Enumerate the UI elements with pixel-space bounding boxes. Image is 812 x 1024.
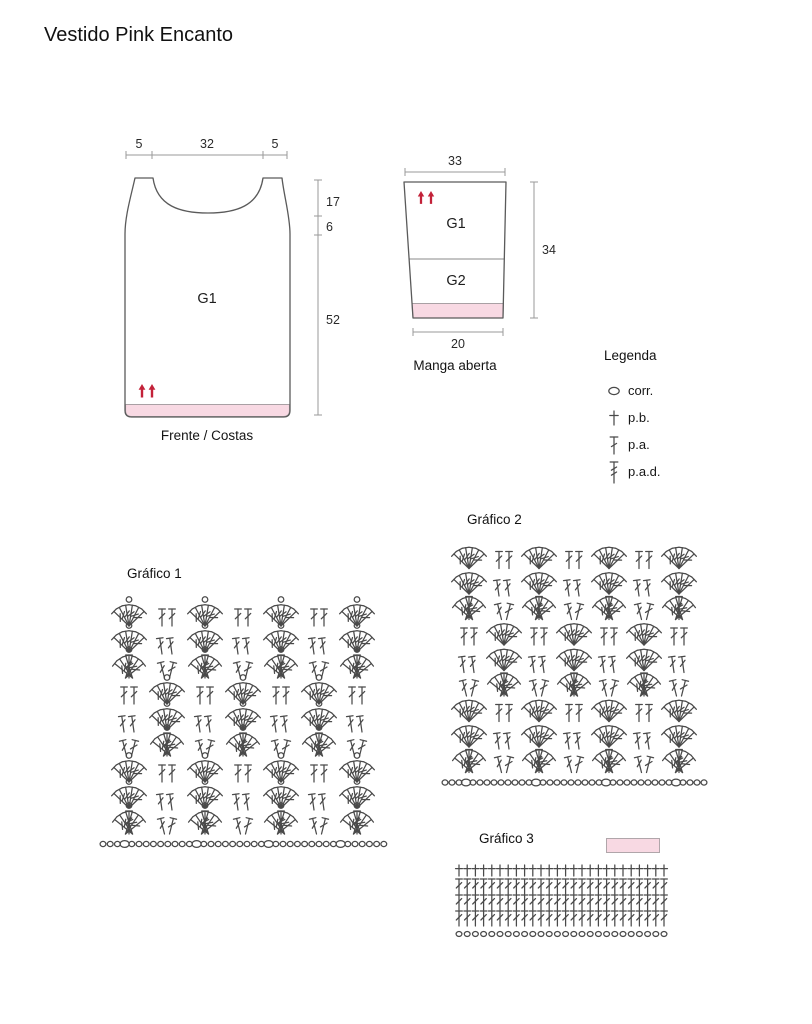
sleeve-side-dimension-line xyxy=(530,182,538,318)
sleeve-schematic xyxy=(390,135,605,385)
sleeve-dim-length: 34 xyxy=(542,243,556,257)
color-swatch xyxy=(606,838,660,853)
sleeve-caption: Manga aberta xyxy=(413,358,497,373)
grafico1-stitch-chart xyxy=(94,592,396,860)
legend-item-single-crochet xyxy=(604,404,724,431)
legend xyxy=(604,348,724,485)
sleeve-direction-arrows-icon xyxy=(418,191,434,204)
legend-item-chain xyxy=(604,377,724,404)
front-dim-neck-depth: 17 xyxy=(326,195,340,209)
legend-item-label: p.a.d. xyxy=(628,464,661,479)
front-back-schematic xyxy=(95,130,355,450)
front-zone-label: G1 xyxy=(197,291,217,307)
sleeve-dim-bottom: 20 xyxy=(451,337,465,351)
sleeve-outline xyxy=(404,182,506,318)
single-crochet-icon xyxy=(604,408,628,428)
front-dim-strap-right: 5 xyxy=(271,137,279,151)
front-dim-armhole: 6 xyxy=(326,220,333,234)
legend-item-label: corr. xyxy=(628,383,654,398)
sleeve-bottom-dimension-line xyxy=(413,328,503,336)
grafico1-title: Gráfico 1 xyxy=(127,566,182,581)
sleeve-dim-top: 33 xyxy=(448,154,462,168)
grafico2-title: Gráfico 2 xyxy=(467,512,522,527)
treble-crochet-icon xyxy=(604,458,628,486)
front-dim-neck-width: 32 xyxy=(200,137,214,151)
legend-item-label: p.a. xyxy=(628,437,650,452)
legend-title: Legenda xyxy=(604,348,657,363)
grafico3-stitch-chart xyxy=(452,862,670,946)
direction-arrows-icon xyxy=(139,384,156,398)
grafico3-title: Gráfico 3 xyxy=(479,831,534,846)
front-dim-strap-left: 5 xyxy=(135,137,143,151)
front-top-dimension-line xyxy=(126,151,287,159)
legend-item-label: p.b. xyxy=(628,410,650,425)
sleeve-zone-label-top: G1 xyxy=(446,216,466,232)
legend-item-treble-crochet xyxy=(604,458,724,485)
front-hem-band xyxy=(126,405,290,417)
front-side-dimension-line xyxy=(314,180,322,415)
grafico2-stitch-chart xyxy=(438,538,710,792)
legend-item-double-crochet xyxy=(604,431,724,458)
double-crochet-icon xyxy=(604,433,628,457)
front-caption: Frente / Costas xyxy=(160,428,254,443)
sleeve-top-dimension-line xyxy=(405,168,505,176)
front-dim-body-length: 52 xyxy=(326,313,340,327)
sleeve-zone-label-bottom: G2 xyxy=(446,273,466,289)
page-title: Vestido Pink Encanto xyxy=(44,24,234,46)
chain-icon xyxy=(604,382,628,400)
sleeve-hem-band xyxy=(412,304,503,319)
